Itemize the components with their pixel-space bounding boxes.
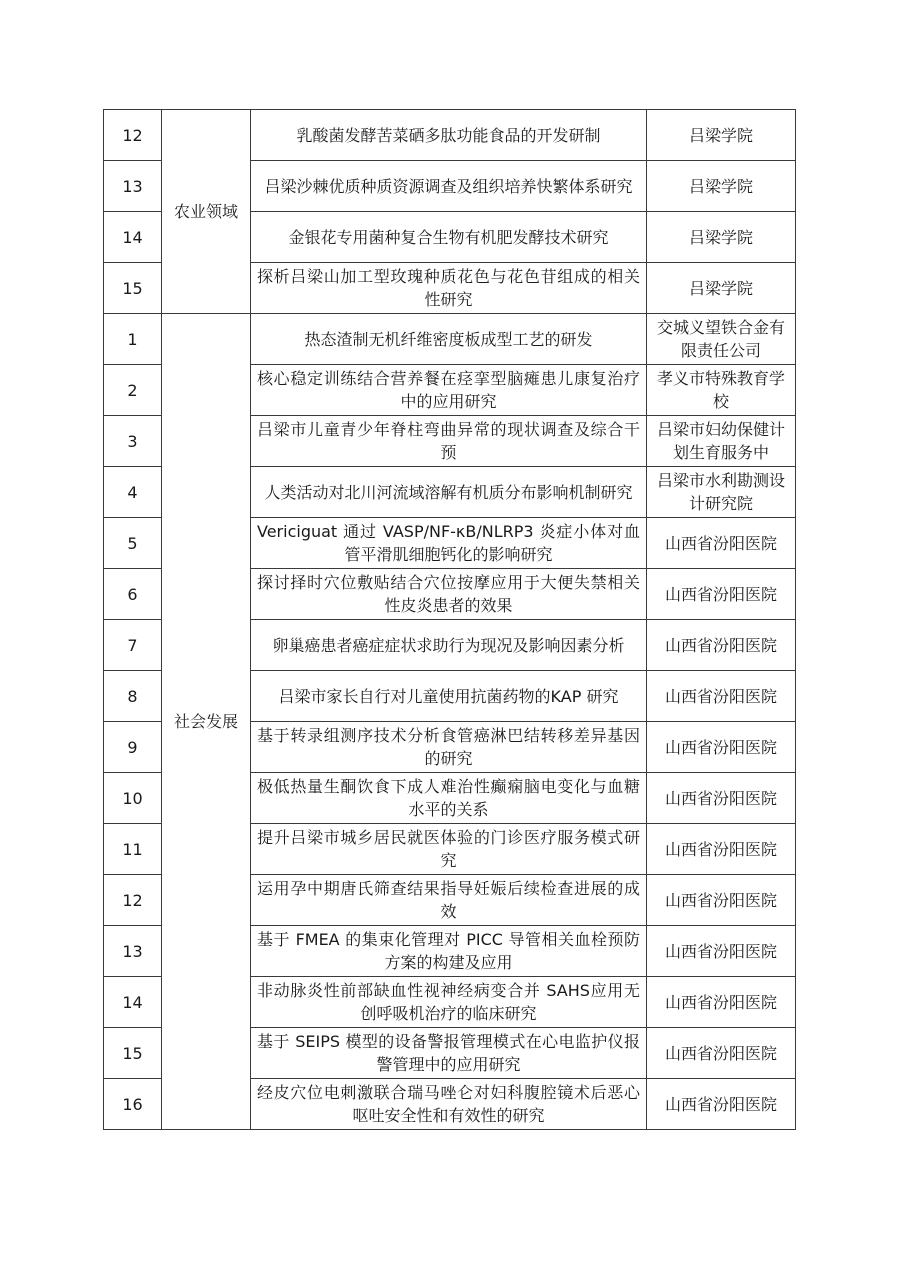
project-title: 探讨择时穴位敷贴结合穴位按摩应用于大便失禁相关性皮炎患者的效果 bbox=[257, 573, 640, 615]
project-title-cell bbox=[251, 926, 647, 977]
table-body bbox=[104, 110, 796, 1130]
project-title: 人类活动对北川河流域溶解有机质分布影响机制研究 bbox=[264, 482, 633, 502]
organization-cell: 山西省汾阳医院 bbox=[647, 671, 796, 722]
project-title-cell bbox=[251, 518, 647, 569]
project-title: 基于 SEIPS 模型的设备警报管理模式在心电监护仪报警管理中的应用研究 bbox=[257, 1032, 640, 1074]
row-number: 12 bbox=[104, 110, 162, 161]
project-title-cell bbox=[251, 977, 647, 1028]
row-number: 15 bbox=[104, 263, 162, 314]
row-number: 13 bbox=[104, 161, 162, 212]
project-title-cell bbox=[251, 722, 647, 773]
project-title-cell bbox=[251, 824, 647, 875]
project-title: 吕梁市家长自行对儿童使用抗菌药物的KAP 研究 bbox=[278, 686, 619, 706]
project-title-cell bbox=[251, 212, 647, 263]
category-cell: 社会发展 bbox=[162, 314, 251, 1130]
row-number: 1 bbox=[104, 314, 162, 365]
project-title-cell bbox=[251, 1028, 647, 1079]
row-number: 14 bbox=[104, 212, 162, 263]
organization-cell: 山西省汾阳医院 bbox=[647, 620, 796, 671]
organization-cell: 山西省汾阳医院 bbox=[647, 824, 796, 875]
row-number: 15 bbox=[104, 1028, 162, 1079]
project-title-cell bbox=[251, 416, 647, 467]
project-title-cell bbox=[251, 365, 647, 416]
organization-cell: 山西省汾阳医院 bbox=[647, 722, 796, 773]
project-title: 吕梁市儿童青少年脊柱弯曲异常的现状调查及综合干预 bbox=[257, 420, 640, 462]
organization-cell: 山西省汾阳医院 bbox=[647, 518, 796, 569]
row-number: 2 bbox=[104, 365, 162, 416]
project-title: 经皮穴位电刺激联合瑞马唑仑对妇科腹腔镜术后恶心呕吐安全性和有效性的研究 bbox=[257, 1083, 640, 1125]
organization-cell: 吕梁学院 bbox=[647, 212, 796, 263]
project-table bbox=[103, 109, 796, 1130]
project-title: 热态渣制无机纤维密度板成型工艺的研发 bbox=[304, 329, 593, 349]
project-title: Vericiguat 通过 VASP/NF-κB/NLRP3 炎症小体对血管平滑肌细胞钙化的影响研究 bbox=[257, 522, 640, 564]
project-title-cell bbox=[251, 773, 647, 824]
row-number: 9 bbox=[104, 722, 162, 773]
project-title-cell bbox=[251, 314, 647, 365]
organization-cell: 交城义望铁合金有限责任公司 bbox=[647, 314, 796, 365]
project-title: 乳酸菌发酵苦菜硒多肽功能食品的开发研制 bbox=[296, 125, 601, 145]
row-number: 16 bbox=[104, 1079, 162, 1130]
organization-cell: 山西省汾阳医院 bbox=[647, 1028, 796, 1079]
row-number: 4 bbox=[104, 467, 162, 518]
project-title-cell bbox=[251, 875, 647, 926]
organization-cell: 山西省汾阳医院 bbox=[647, 773, 796, 824]
project-title: 运用孕中期唐氏筛查结果指导妊娠后续检查进展的成效 bbox=[257, 879, 640, 921]
organization-cell: 吕梁学院 bbox=[647, 263, 796, 314]
project-title: 金银花专用菌种复合生物有机肥发酵技术研究 bbox=[288, 227, 609, 247]
project-title: 非动脉炎性前部缺血性视神经病变合并 SAHS应用无创呼吸机治疗的临床研究 bbox=[257, 981, 640, 1023]
organization-cell: 山西省汾阳医院 bbox=[647, 1079, 796, 1130]
row-number: 6 bbox=[104, 569, 162, 620]
row-number: 8 bbox=[104, 671, 162, 722]
organization-cell: 吕梁市妇幼保健计划生育服务中 bbox=[647, 416, 796, 467]
row-number: 10 bbox=[104, 773, 162, 824]
project-title: 卵巢癌患者癌症症状求助行为现况及影响因素分析 bbox=[272, 635, 625, 655]
row-number: 11 bbox=[104, 824, 162, 875]
organization-cell: 吕梁市水利勘测设计研究院 bbox=[647, 467, 796, 518]
project-title-cell bbox=[251, 569, 647, 620]
project-title: 探析吕梁山加工型玫瑰种质花色与花色苷组成的相关性研究 bbox=[257, 267, 640, 309]
organization-cell: 山西省汾阳医院 bbox=[647, 926, 796, 977]
project-title: 提升吕梁市城乡居民就医体验的门诊医疗服务模式研究 bbox=[257, 828, 640, 870]
table-row bbox=[104, 110, 796, 161]
project-title-cell bbox=[251, 1079, 647, 1130]
table-row bbox=[104, 314, 796, 365]
row-number: 12 bbox=[104, 875, 162, 926]
project-title-cell bbox=[251, 263, 647, 314]
row-number: 13 bbox=[104, 926, 162, 977]
project-title: 吕梁沙棘优质种质资源调查及组织培养快繁体系研究 bbox=[264, 176, 633, 196]
category-cell: 农业领域 bbox=[162, 110, 251, 314]
organization-cell: 吕梁学院 bbox=[647, 110, 796, 161]
organization-cell: 山西省汾阳医院 bbox=[647, 977, 796, 1028]
project-title-cell bbox=[251, 161, 647, 212]
row-number: 5 bbox=[104, 518, 162, 569]
project-title-cell bbox=[251, 620, 647, 671]
project-title-cell bbox=[251, 671, 647, 722]
project-title: 基于 FMEA 的集束化管理对 PICC 导管相关血栓预防方案的构建及应用 bbox=[257, 930, 640, 972]
row-number: 14 bbox=[104, 977, 162, 1028]
project-title-cell bbox=[251, 110, 647, 161]
row-number: 7 bbox=[104, 620, 162, 671]
project-title: 核心稳定训练结合营养餐在痉挛型脑瘫患儿康复治疗中的应用研究 bbox=[257, 369, 640, 411]
organization-cell: 山西省汾阳医院 bbox=[647, 569, 796, 620]
row-number: 3 bbox=[104, 416, 162, 467]
project-title-cell bbox=[251, 467, 647, 518]
project-title: 基于转录组测序技术分析食管癌淋巴结转移差异基因的研究 bbox=[257, 726, 640, 768]
project-title: 极低热量生酮饮食下成人难治性癫痫脑电变化与血糖水平的关系 bbox=[257, 777, 640, 819]
organization-cell: 孝义市特殊教育学校 bbox=[647, 365, 796, 416]
organization-cell: 吕梁学院 bbox=[647, 161, 796, 212]
organization-cell: 山西省汾阳医院 bbox=[647, 875, 796, 926]
